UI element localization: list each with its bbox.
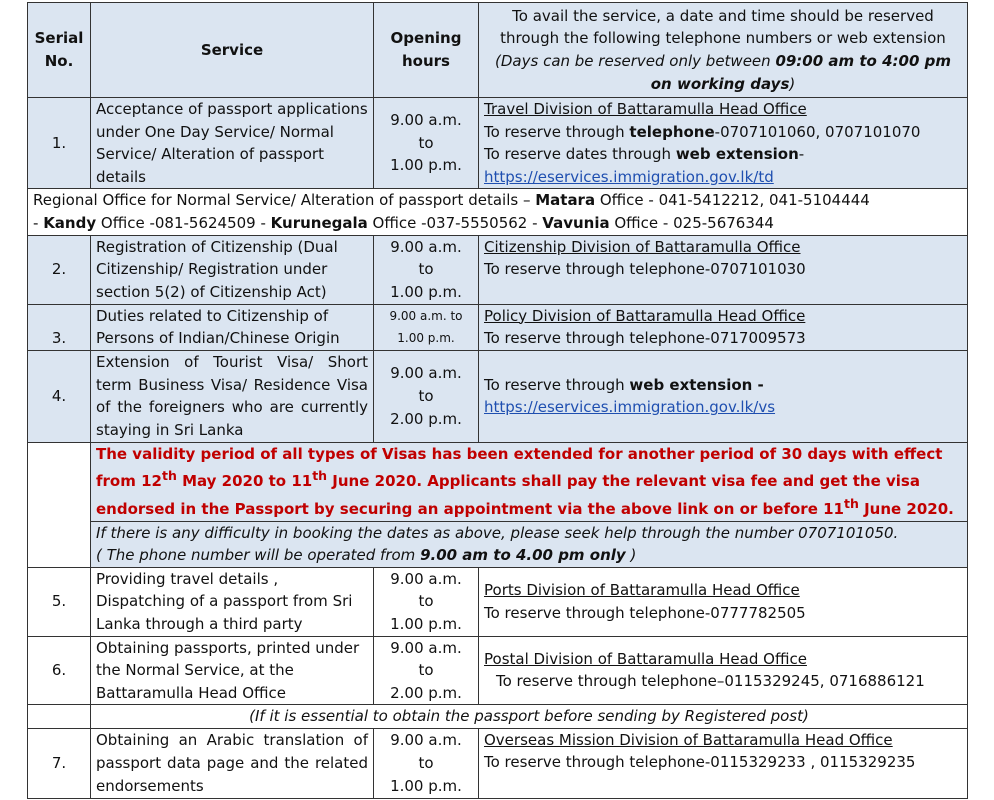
table-row — [28, 98, 968, 189]
office-name: Citizenship Division of Battaramulla Office — [484, 237, 801, 256]
regional-office-row — [28, 189, 968, 235]
row-service: Providing travel details , Dispatching of a passport from Sri Lanka through a third party — [91, 567, 374, 636]
header-service: Service — [91, 3, 374, 98]
row-reserve — [479, 728, 968, 798]
row-reserve — [479, 98, 968, 189]
web-line: To reserve through web extension - — [484, 375, 764, 394]
visa-notice-text: The validity period of all types of Visas has been extended for another period of 30 days with effect from 12th May 2020 to 11th June 2020. Applicants shall pay the relevant visa fee and get the visa endorsed in the Passport by securing an appointment via the above link on or before 11th June 2020. — [91, 442, 968, 521]
table-row — [28, 304, 968, 350]
row-reserve — [479, 235, 968, 304]
telephone-line: To reserve through telephone-0717009573 — [484, 329, 806, 348]
header-reserve-note: (Days can be reserved only between 09:00 am to 4:00 pm on working days) — [495, 52, 951, 93]
row-reserve — [479, 567, 968, 636]
telephone-line: To reserve through telephone-0707101030 — [484, 260, 806, 279]
row-hours: 9.00 a.m. to 1.00 p.m. — [374, 304, 479, 350]
table-row — [28, 728, 968, 798]
row-serial: 1. — [28, 98, 91, 189]
row-service: Acceptance of passport applications under One Day Service/ Normal Service/ Alteration of passport details — [91, 98, 374, 189]
table-row — [28, 235, 968, 304]
row-serial: 3. — [28, 304, 91, 350]
office-name: Postal Division of Battaramulla Head Office — [484, 649, 807, 668]
row-hours: 9.00 a.m. to 1.00 p.m. — [374, 235, 479, 304]
services-table — [27, 2, 968, 799]
row-service: Obtaining passports, printed under the Normal Service, at the Battaramulla Head Office — [91, 636, 374, 705]
regional-office-text: Regional Office for Normal Service/ Alteration of passport details – Matara Office - 041-5412212, 041-5104444 - Kandy Office -081-5624509 - Kurunegala Office -037-5550562 - Vavunia Office - 025-5676344 — [28, 189, 968, 235]
row-reserve — [479, 636, 968, 705]
row-serial: 7. — [28, 728, 91, 798]
table-row — [28, 567, 968, 636]
table-header-row — [28, 3, 968, 98]
telephone-line: To reserve through telephone–0115329245, 0716886121 — [496, 672, 925, 691]
difficulty-row — [28, 521, 968, 567]
postal-note-row — [28, 705, 968, 729]
row-hours: 9.00 a.m. to 2.00 p.m. — [374, 350, 479, 442]
web-line: To reserve dates through web extension- — [484, 145, 805, 164]
row-hours: 9.00 a.m. to 1.00 p.m. — [374, 98, 479, 189]
row-serial: 2. — [28, 235, 91, 304]
office-name: Ports Division of Battaramulla Head Office — [484, 581, 800, 600]
header-reserve — [479, 3, 968, 98]
row-serial: 5. — [28, 567, 91, 636]
header-reserve-text: To avail the service, a date and time should be reserved through the following telephone numbers or web extension — [500, 6, 946, 48]
postal-note-text: (If it is essential to obtain the passport before sending by Registered post) — [91, 705, 968, 729]
row-service: Duties related to Citizenship of Persons of Indian/Chinese Origin — [91, 304, 374, 350]
row-reserve — [479, 350, 968, 442]
office-name: Policy Division of Battaramulla Head Office — [484, 306, 806, 325]
table-row — [28, 350, 968, 442]
row-hours: 9.00 a.m. to 2.00 p.m. — [374, 636, 479, 705]
office-name: Overseas Mission Division of Battaramulla Head Office — [484, 730, 893, 749]
office-name: Travel Division of Battaramulla Head Office — [484, 100, 807, 118]
row-hours: 9.00 a.m. to 1.00 p.m. — [374, 728, 479, 798]
row-reserve — [479, 304, 968, 350]
table-row — [28, 636, 968, 705]
difficulty-text: If there is any difficulty in booking the dates as above, please seek help through the number 0707101050. ( The phone number will be operated from 9.00 am to 4.00 pm only ) — [91, 521, 968, 567]
visa-notice-row — [28, 442, 968, 521]
telephone-line: To reserve through telephone-0777782505 — [484, 603, 806, 622]
eservices-td-link[interactable]: https://eservices.immigration.gov.lk/td — [484, 167, 774, 186]
row-service: Extension of Tourist Visa/ Short term Business Visa/ Residence Visa of the foreigners who are currently staying in Sri Lanka — [91, 350, 374, 442]
row-service: Registration of Citizenship (Dual Citizenship/ Registration under section 5(2) of Citizenship Act) — [91, 235, 374, 304]
row-service: Obtaining an Arabic translation of passport data page and the related endorsements — [91, 728, 374, 798]
eservices-vs-link[interactable]: https://eservices.immigration.gov.lk/vs — [484, 398, 776, 417]
header-hours: Opening hours — [374, 3, 479, 98]
header-serial: Serial No. — [28, 3, 91, 98]
row-serial: 4. — [28, 350, 91, 442]
telephone-line: To reserve through telephone-0707101060, 0707101070 — [484, 122, 921, 141]
telephone-line: To reserve through telephone-0115329233 , 0115329235 — [484, 753, 916, 772]
row-hours: 9.00 a.m. to 1.00 p.m. — [374, 567, 479, 636]
row-serial: 6. — [28, 636, 91, 705]
